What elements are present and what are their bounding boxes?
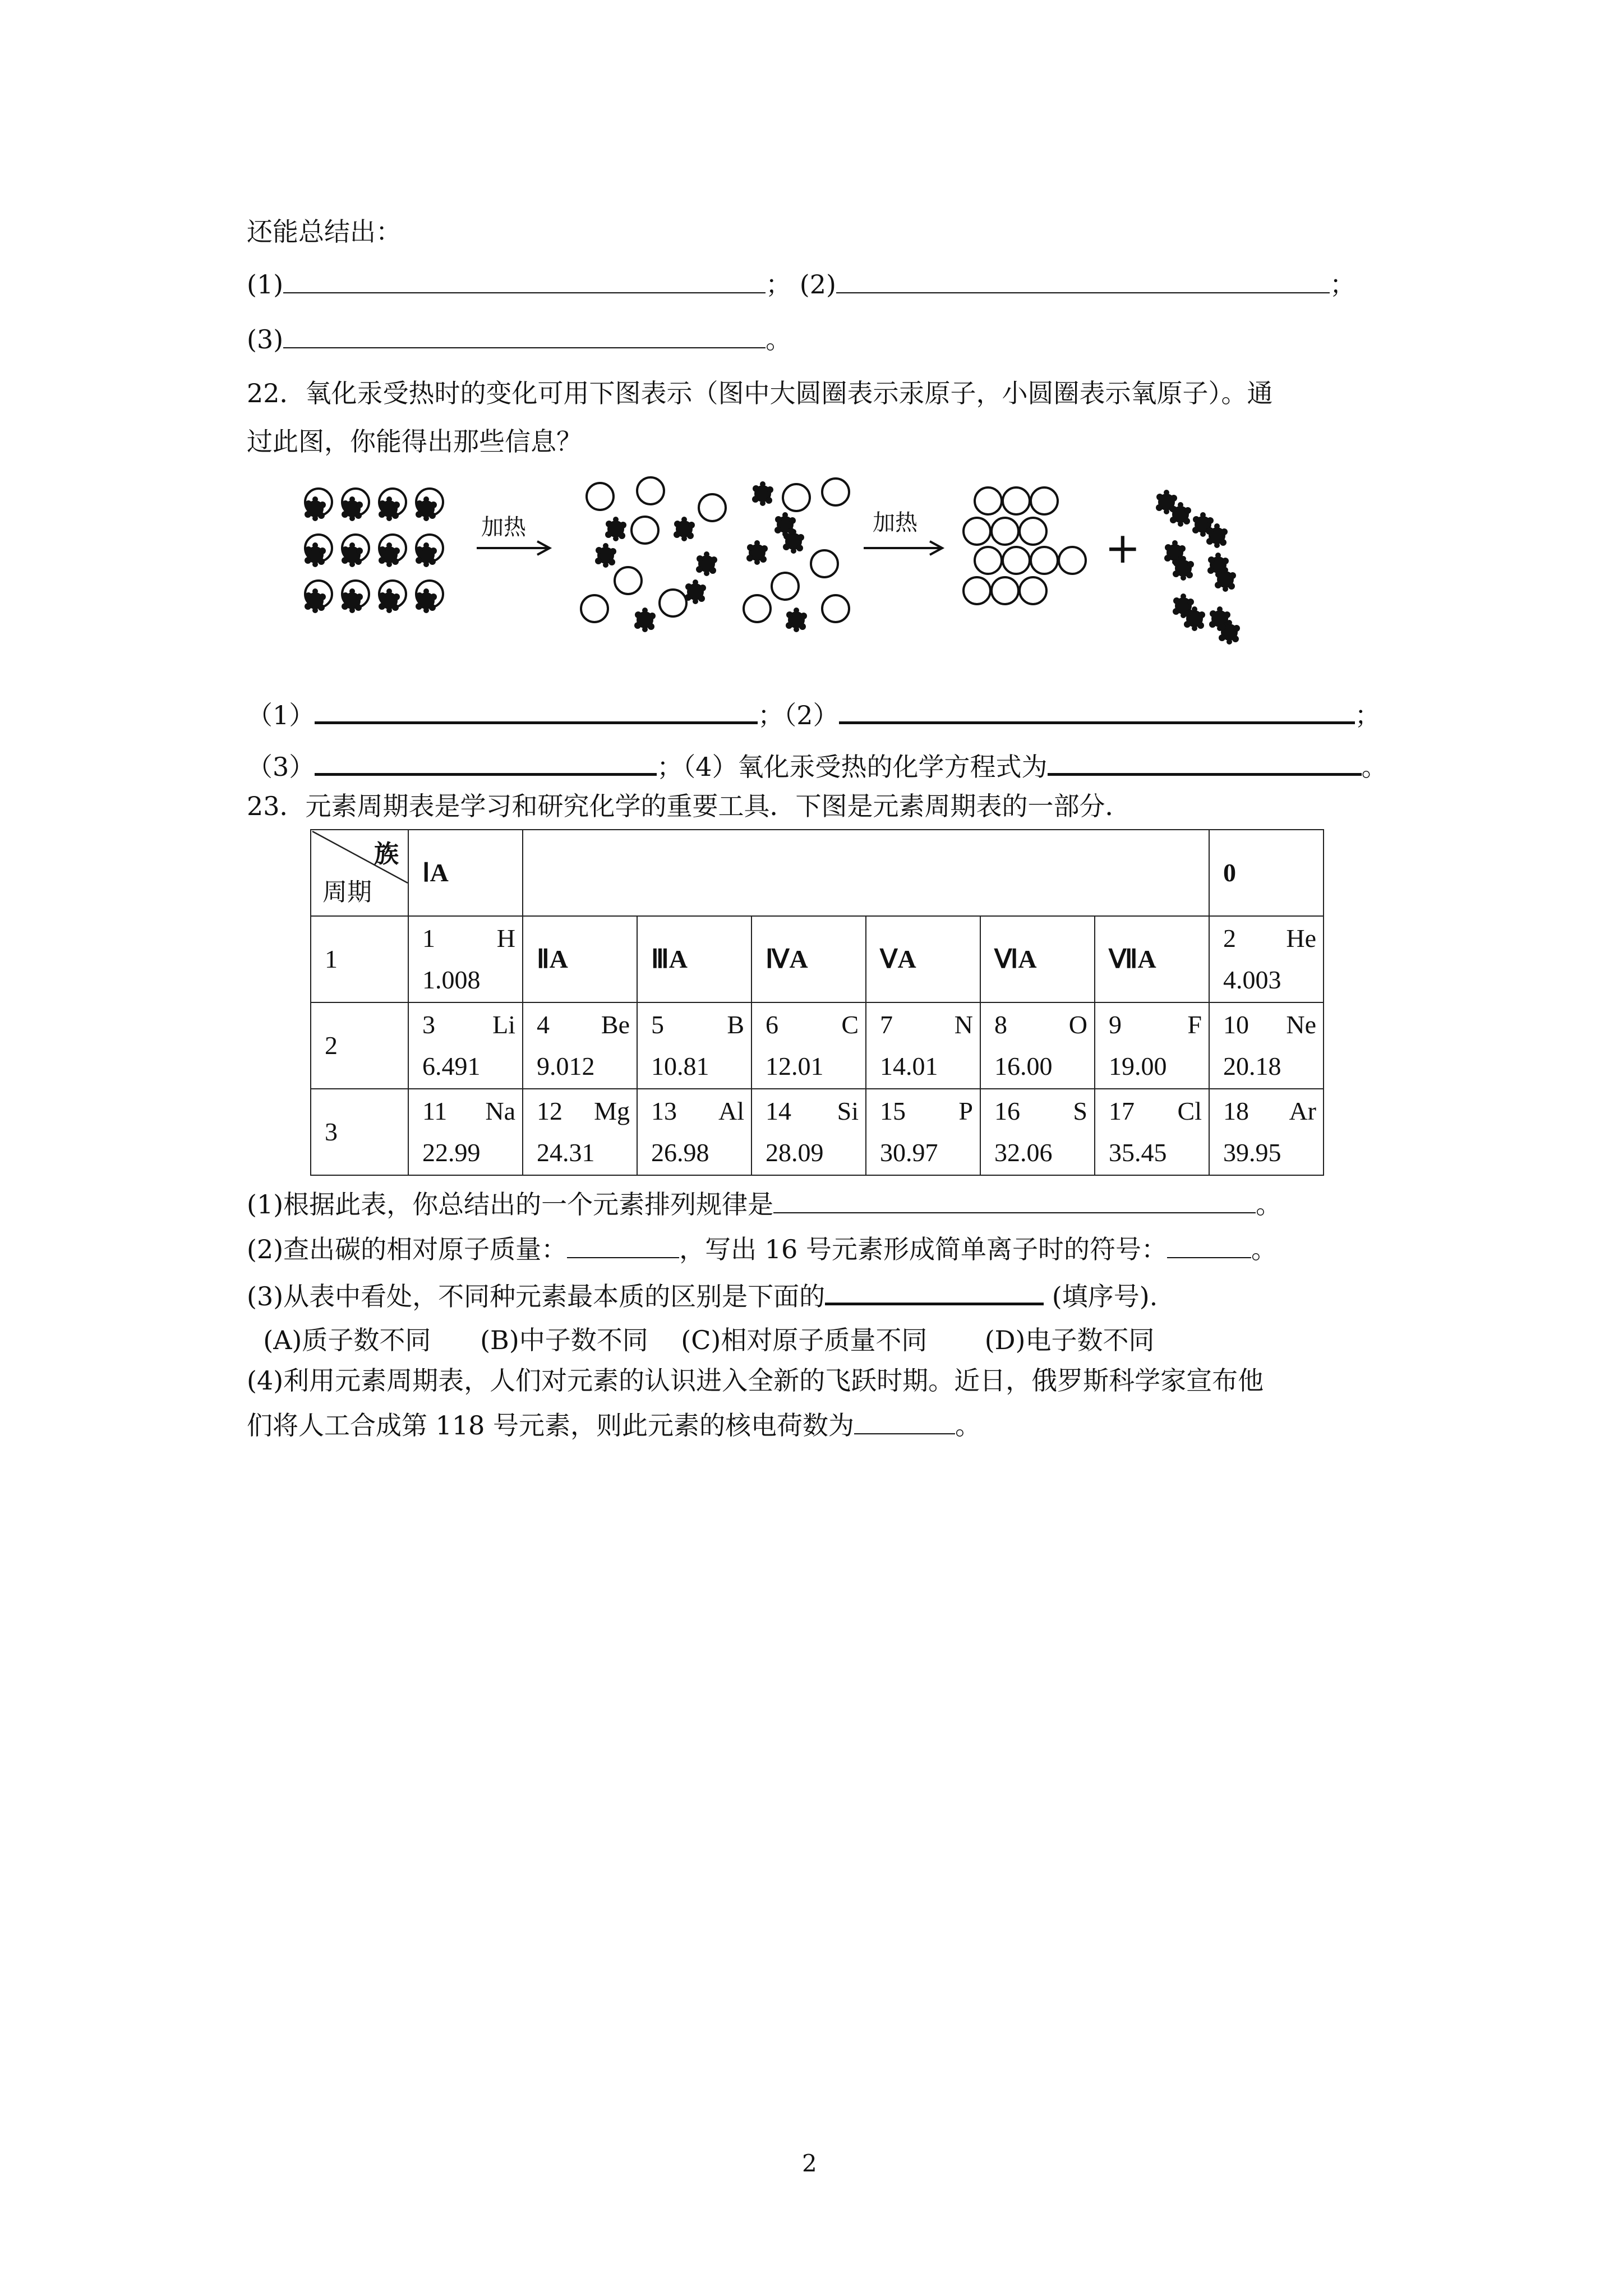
period-2-row [311, 1002, 1324, 1089]
element-cell-F: 9 F 19.00 [1095, 1002, 1209, 1089]
group-3a-header: ⅢA [637, 916, 751, 1002]
q21-line-3: (3) 。 [247, 322, 791, 357]
header-spacer [523, 830, 1209, 916]
mercury-atoms [963, 487, 1086, 604]
q21-answer-3-blank[interactable] [283, 323, 766, 348]
q21-intro: 还能总结出： [247, 217, 402, 247]
periodic-table [310, 829, 1324, 1176]
separated-atoms [581, 477, 849, 632]
q23-choice-blank[interactable] [825, 1278, 1044, 1305]
q21-answer-1-blank[interactable] [283, 268, 766, 293]
element-cell-Li: 3 Li 6.491 [408, 1002, 523, 1089]
q22-equation-blank[interactable] [1048, 748, 1362, 776]
q21-answer-2-blank[interactable] [836, 268, 1330, 293]
element-cell-Si: 14 Si 28.09 [751, 1089, 866, 1175]
heating-label-1: 加热 [481, 514, 526, 540]
table-corner-header [311, 830, 408, 916]
heating-label-2: 加热 [873, 510, 917, 536]
q23-title: 23．元素周期表是学习和研究化学的重要工具．下图是元素周期表的一部分． [247, 791, 1131, 821]
q21-line-1-2: (1) ； (2) ； [247, 267, 1355, 302]
header-period-label: 周期 [322, 878, 372, 907]
element-cell-H: 1 H 1.008 [408, 916, 523, 1002]
q23-sub-2: (2)查出碳的相对原子质量： ，写出 16 号元素形成简单离子时的符号： 。 [247, 1232, 1277, 1267]
q23-ion-symbol-blank[interactable] [1167, 1232, 1251, 1258]
period-3-label: 3 [311, 1089, 408, 1175]
q22-text-line-2: 过此图，你能得出那些信息？ [247, 426, 582, 457]
period-1-label: 1 [311, 916, 408, 1002]
element-cell-He: 2 He 4.003 [1209, 916, 1324, 1002]
page-number: 2 [802, 2150, 817, 2177]
element-cell-P: 15 P 30.97 [866, 1089, 980, 1175]
group-7a-header: ⅦA [1095, 916, 1209, 1002]
group-6a-header: ⅥA [980, 916, 1095, 1002]
q22-answers-3-4: （3） ；（4）氧化汞受热的化学方程式为 。 [247, 748, 1387, 784]
q22-answer-2-blank[interactable] [839, 697, 1355, 724]
q23-rule-blank[interactable] [773, 1188, 1256, 1213]
heating-arrow-2 [864, 541, 942, 555]
group-2a-header: ⅡA [523, 916, 637, 1002]
q23-nuclear-charge-blank[interactable] [854, 1409, 955, 1434]
q23-carbon-mass-blank[interactable] [567, 1232, 679, 1258]
element-cell-N: 7 N 14.01 [866, 1002, 980, 1089]
group-0-header: 0 [1209, 830, 1324, 916]
header-group-label: 族 [374, 840, 399, 868]
element-cell-Mg: 12 Mg 24.31 [523, 1089, 637, 1175]
group-1a-header: ⅠA [408, 830, 523, 916]
mercury-oxide-molecules [305, 489, 443, 613]
element-cell-C: 6 C 12.01 [751, 1002, 866, 1089]
q22-text-line-1: 22．氧化汞受热时的变化可用下图表示（图中大圆圈表示汞原子，小圆圈表示氧原子）。通 [247, 378, 1273, 408]
element-cell-Cl: 17 Cl 35.45 [1095, 1089, 1209, 1175]
element-cell-Na: 11 Na 22.99 [408, 1089, 523, 1175]
element-cell-O: 8 O 16.00 [980, 1002, 1095, 1089]
element-cell-Ar: 18 Ar 39.95 [1209, 1089, 1324, 1175]
element-cell-Be: 4 Be 9.012 [523, 1002, 637, 1089]
element-cell-Ne: 10 Ne 20.18 [1209, 1002, 1324, 1089]
heating-arrow-1 [477, 541, 550, 555]
q23-sub-1: (1)根据此表，你总结出的一个元素排列规律是 。 [247, 1187, 1281, 1222]
element-cell-S: 16 S 32.06 [980, 1089, 1095, 1175]
q22-answer-3-blank[interactable] [315, 748, 657, 776]
period-3-row [311, 1089, 1324, 1175]
q23-sub-3: (3)从表中看处，不同种元素最本质的区别是下面的 (填序号). [247, 1278, 1158, 1314]
q23-sub-4-line-1: (4)利用元素周期表，人们对元素的认识进入全新的飞跃时期。近日，俄罗斯科学家宣布他 [247, 1365, 1264, 1396]
q22-answers-1-2: （1） ；（2） ； [247, 697, 1381, 733]
q23-sub-4-line-2: 们将人工合成第 118 号元素，则此元素的核电荷数为 。 [247, 1408, 981, 1443]
element-cell-B: 5 B 10.81 [637, 1002, 751, 1089]
oxygen-molecules [1156, 490, 1240, 645]
mercury-oxide-decomposition-diagram [292, 468, 1245, 654]
q22-answer-1-blank[interactable] [315, 697, 758, 724]
q23-options: (A)质子数不同 (B)中子数不同 (C)相对原子质量不同 (D)电子数不同 [247, 1325, 1155, 1355]
element-cell-Al: 13 Al 26.98 [637, 1089, 751, 1175]
period-2-label: 2 [311, 1002, 408, 1089]
group-5a-header: ⅤA [866, 916, 980, 1002]
plus-sign: + [1105, 523, 1141, 573]
group-4a-header: ⅣA [751, 916, 866, 1002]
